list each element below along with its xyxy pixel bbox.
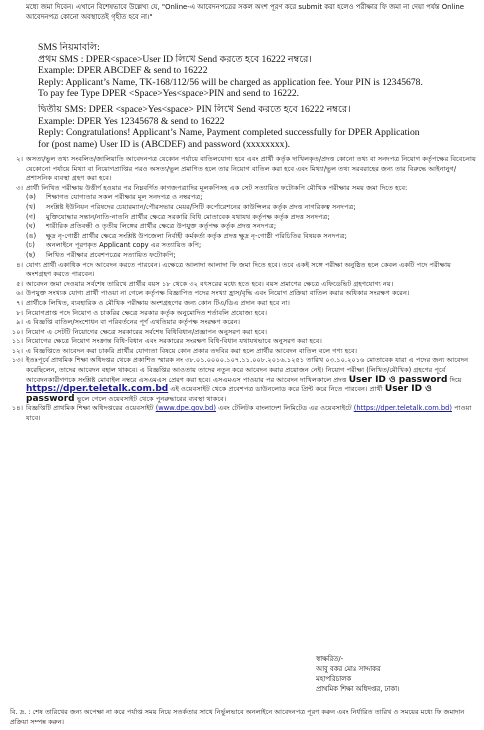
item-number: ১০। — [11, 327, 23, 336]
sms-pay-instruction: To pay fee Type DPER <Space>Yes<space>PIN and send to 16222. — [38, 88, 300, 100]
item-text: প্রার্থীকে লিখিত, ব্যবহারিক ও মৌখিক পরীক্ষায় অংশগ্রহণের জন্য কোন টিএ/ডিএ প্রদান করা হবে না। — [26, 298, 290, 307]
item-text: প্রার্থী লিখিত পরীক্ষায় উত্তীর্ণ হওয়ার পর নিম্নবর্ণিত কাগজপত্রাদির মূলকপিসহ এক সেট সত্যায়িত ফটোকপি মৌখিক পরীক্ষার সময় জমা দিতে হবে: — [26, 183, 408, 192]
item-number: ৮। — [16, 308, 23, 317]
list-item — [0, 309, 484, 319]
sms-reply-2: Reply: Congratulations! Applicant’s Name, Payment completed successfully for DPER Application — [38, 127, 420, 139]
list-item — [0, 318, 484, 328]
item-text-cont: ভুলে গেলে ওয়েবসাইট থেকে পুনরুদ্ধারের ব্যবস্থা থাকবে। — [76, 394, 227, 403]
sub-item-text: অনলাইনে পূরণকৃত Applicant copy এর সত্যায়িত কপি; — [46, 241, 202, 250]
item-text-cont: এই ওয়েবসাইট থেকে প্রবেশপত্র ডাউনলোড করে প্রিন্ট করে নিতে পারবেন। প্রার্থী — [170, 385, 383, 394]
sub-item — [26, 241, 478, 251]
sub-item-label: (চ) — [26, 241, 35, 250]
sms-example: Example: DPER ABCDEF & send to 16222 — [38, 65, 208, 77]
sms-first-step: প্রথম SMS : DPER<space>User ID লিখে Send করতে হবে 16222 নম্বরে। — [38, 53, 312, 65]
item-number: ১৪। — [11, 404, 23, 413]
item-number: ৯। — [16, 318, 23, 327]
list-item — [0, 337, 484, 347]
item-number: ৬। — [16, 289, 23, 298]
list-item — [0, 356, 484, 404]
list-item — [0, 155, 484, 184]
sms-reply: Reply: Applicant’s Name, TK-168/112/56 will be charged as application fee. Your PIN is 12345678. — [38, 76, 423, 88]
item-number: ১১। — [11, 337, 23, 346]
item-text: আবেদন জমা দেওয়ার সর্বশেষ তারিখে প্রার্থীর বয়স ১৮ থেকে ৩২ বৎসরের মধ্যে হতে হবে। বয়স প্রমাণের ক্ষেত্রে এফিডেভিট গ্রহণযোগ্য নয়। — [26, 279, 394, 288]
intro-paragraph: মধ্যে জমা দিবেন। এখানে বিশেষভাবে উল্লেখ্য যে, "Online-এ আবেদনপত্রের সকল অংশ পূরণ করে submit করা হলেও পরীক্ষার ফি জমা না দেয়া পর্যন্ত Online আবেদনপত্র কোনো অবস্থাতেই গৃহীত হবে না।" — [26, 3, 464, 21]
sub-item-label: (ঘ) — [26, 222, 36, 231]
sub-item-text: মুক্তিযোদ্ধার সন্তান/নাতি-নাতনি প্রার্থীর ক্ষেত্রে সরকারি বিধি মোতাবেক যথাযথ কর্তৃপক্ষ কর্তৃক প্রদত্ত সনদপত্র; — [46, 212, 330, 221]
sub-item-label: (ঙ) — [26, 231, 37, 240]
sms-instructions-block-2 — [38, 104, 478, 150]
item-text-cont: দিয়ে — [449, 375, 462, 384]
item-body — [26, 404, 478, 423]
item-text: বিজ্ঞপ্তিটি প্রাথমিক শিক্ষা অধিদপ্তরের ওয়েবসাইট — [26, 404, 154, 413]
item-text: নিয়োগপ্রাপ্ত পদে নিয়োগ ও চাকরির ক্ষেত্রে সরকার কর্তৃক অনুমোদিত শর্তাবলি প্রযোজ্য হবে। — [26, 308, 267, 317]
sub-item-text: শারীরিক প্রতিবন্ধী ও তৃতীয় লিঙ্গের প্রার্থীর ক্ষেত্রে উপযুক্ত কর্তৃপক্ষ কর্তৃক প্রদত্ত সনদপত্র; — [46, 222, 277, 231]
list-item — [0, 261, 484, 280]
list-item — [0, 280, 484, 290]
sub-item — [26, 203, 478, 213]
item-text: উপযুক্ত সংখ্যক যোগ্য প্রার্থী পাওয়া না গেলে কর্তৃপক্ষ বিজ্ঞাপিত পদের সংখ্যা হ্রাস/বৃদ্ধি এবং নিয়োগ প্রক্রিয়া বাতিল করার অধিকার সংরক্ষণ করেন। — [26, 289, 410, 298]
teletalk-website-link[interactable]: (https://dper.teletalk.com.bd) — [353, 404, 452, 413]
item-text: ইতঃপূর্বে প্রাথমিক শিক্ষা অধিদপ্তর থেকে প্রকাশিত স্মারক নং ৩৮.০১.০০০০.১০৭.১১.০০৮.২০১৬.১২৫১ তারিখ ০৩.১০.২০১৬ মোতাবেক যারা এ পদের জন্য আবেদন করেছিলেন, তাদের আবেদন বহাল থাকবে। এ বিজ্ঞপ্তির আওতায় তাদের নতুন করে আবেদন করার প্রয়োজন নেই। নিয়োগ পরীক্ষা (লিখিত/মৌখিক) গ্রহণের পূর্বে আবেদনকারীগণকে সংশ্লিষ্ট মোবাইল নম্বরে এসএমএস প্রেরণ করা হবে। এসএমএস পাওয়ার পর আবেদন দাখিলকালে প্রদত্ত — [26, 356, 469, 384]
item-number: ২। — [16, 155, 23, 163]
sms-second-step: দ্বিতীয় SMS: DPER <space>Yes<space> PIN লিখে Send করতে হবে 16222 নম্বরে। — [38, 104, 351, 115]
item-number: ৩। — [16, 183, 23, 192]
sub-item-label: (ছ) — [26, 250, 36, 259]
signature-block — [316, 654, 466, 694]
sub-item-label: (খ) — [26, 202, 36, 211]
list-item — [0, 347, 484, 357]
dpe-website-link[interactable]: (www.dpe.gov.bd) — [155, 404, 216, 413]
sub-item-text: ক্ষুদ্র নৃ-গোষ্ঠী প্রার্থীর ক্ষেত্রে সংশ্লিষ্ট উপজেলা নির্বাহী কর্মকর্তা কর্তৃক প্রদত্ত ক্ষুদ্র নৃ-গোষ্ঠী পরিচিতির বিষয়ক সনদপত্র; — [46, 231, 347, 240]
item-text: এ বিজ্ঞপ্তিতে আবেদন করা চাকরি প্রার্থীর যোগ্যতা বিষয়ে কোন প্রকার তদবির করা হলে প্রার্থীর আবেদন বাতিল বলে গণ্য হবে। — [26, 346, 358, 355]
footnote: বি. দ্র. : শেষ তারিখের জন্য অপেক্ষা না করে পর্যাপ্ত সময় নিয়ে সতর্কতার সাথে নির্ভুলভাবে অনলাইনে আবেদনপত্র পূরণ করুন এবং নির্ধারিত তারিখ ও সময়ের মধ্যে ফি জমাদান প্রক্রিয়া সম্পন্ন করুন। — [10, 708, 465, 726]
user-id-password: User ID ও password — [26, 384, 432, 404]
sub-item-label: (গ) — [26, 212, 36, 221]
signatory-name: আবু বকর মোঃ সাদ্দাকর — [316, 665, 381, 673]
sub-item — [26, 193, 478, 203]
item-text: এ বিজ্ঞপ্তি বাতিল/সংশোধন বা পরিবর্তনের পূর্ণ এখতিয়ার কর্তৃপক্ষ সংরক্ষণ করেন। — [26, 318, 241, 327]
item-number: ৭। — [16, 298, 23, 307]
list-item — [0, 404, 484, 423]
teletalk-link[interactable]: https://dper.teletalk.com.bd — [26, 384, 169, 395]
sub-item — [26, 232, 478, 242]
list-item — [0, 328, 484, 338]
sub-item-label: (ক) — [26, 193, 36, 202]
signatory-title: মহাপরিচালক — [316, 675, 352, 683]
item-text: নিয়োগের ক্ষেত্রে নিয়োগ সংক্রান্ত বিধি-বিধান এবং সরকারের সংরক্ষণ বিধি-বিধান যথাযথভাবে অনুসরণ করা হবে। — [26, 337, 322, 346]
sub-item-text: লিখিত পরীক্ষার প্রবেশপত্রের সত্যায়িত ফটোকপি; — [46, 250, 176, 259]
list-item — [0, 299, 484, 309]
user-id-password: User ID ও password — [348, 374, 448, 385]
sub-item — [26, 222, 478, 232]
item-text-cont: পাওয়া যাবে। — [26, 404, 472, 423]
sub-item — [26, 251, 478, 261]
item-text: নিয়োগ এ সেটটি নিয়োগের ক্ষেত্রে সরকারের সর্বশেষ বিধিবিধান/প্রজ্ঞাপন অনুসরণ করা হবে। — [26, 327, 267, 336]
list-item — [0, 289, 484, 299]
item-text: অসত্য/ভুল তথ্য সংবলিত/জালিয়াতি আবেদনপত্র যেকোন পর্যায়ে বাতিলযোগ্য হবে এবং প্রার্থী কর্তৃক দাখিলকৃত/প্রদত্ত কোনো তথ্য বা সনদপত্র নিয়োগ কর্তৃপক্ষের বিবেচনায় যেকোনো পর্যায়ে মিথ্যা বা নিয়োগপ্রাপ্তির পরও অসত্য/ভুল প্রমাণিত হলে তার নিয়োগ বাতিল করা হবে এবং মিথ্যা/ভুল তথ্য সরবরাহের জন্য তার বিরুদ্ধে আইনানুগ/প্রশাসনিক ব্যবস্থা গ্রহণ করা হবে। — [26, 155, 476, 183]
sms-instructions-block-1 — [38, 42, 478, 100]
sms-example-2: Example: DPER Yes 12345678 & send to 16222 — [38, 115, 225, 127]
sms-heading: SMS নিয়মাবলি: — [38, 42, 100, 53]
item-number: ১২। — [11, 346, 23, 355]
item-text: যোগ্য প্রার্থী একাধিক পদে আবেদন করতে পারবেন। এক্ষেত্রে আলাদা আলাদা ফি জমা দিতে হবে। তবে একই সঙ্গে পরীক্ষা অনুষ্ঠিত হলে কেবল একটি পদে পরীক্ষায় অংশগ্রহণ করতে পারবেন। — [26, 260, 451, 279]
item-body — [26, 184, 478, 261]
item-number: ১৩। — [11, 356, 23, 365]
item-number: ৪। — [16, 260, 23, 269]
signed-label: স্বাক্ষরিত/- — [316, 655, 344, 663]
item-number: ৫। — [16, 279, 23, 288]
sub-item-text: শিক্ষাগত যোগ্যতার সকল পরীক্ষার মূল সনদপত্র ও নম্বরপত্র; — [46, 193, 203, 202]
list-item — [0, 184, 484, 261]
sub-item-text: সংশ্লিষ্ট ইউনিয়ন পরিষদের চেয়ারম্যান/পৌরসভার মেয়র/সিটি কর্পোরেশনের কাউন্সিলর কর্তৃক প্রদত্ত নাগরিকত্ব সনদপত্র; — [46, 202, 356, 211]
sms-reply-2-cont: for (post name) User ID is (ABCDEF) and password (xxxxxxxx). — [38, 138, 291, 150]
conditions-list — [0, 155, 484, 424]
sub-item — [26, 213, 478, 223]
item-text-cont: এবং টেলিটক বাংলাদেশ লিমিটেড এর ওয়েবসাইটে — [218, 404, 352, 413]
signatory-office: প্রাথমিক শিক্ষা অধিদপ্তর, ঢাকা। — [316, 685, 400, 693]
item-body — [26, 356, 478, 404]
